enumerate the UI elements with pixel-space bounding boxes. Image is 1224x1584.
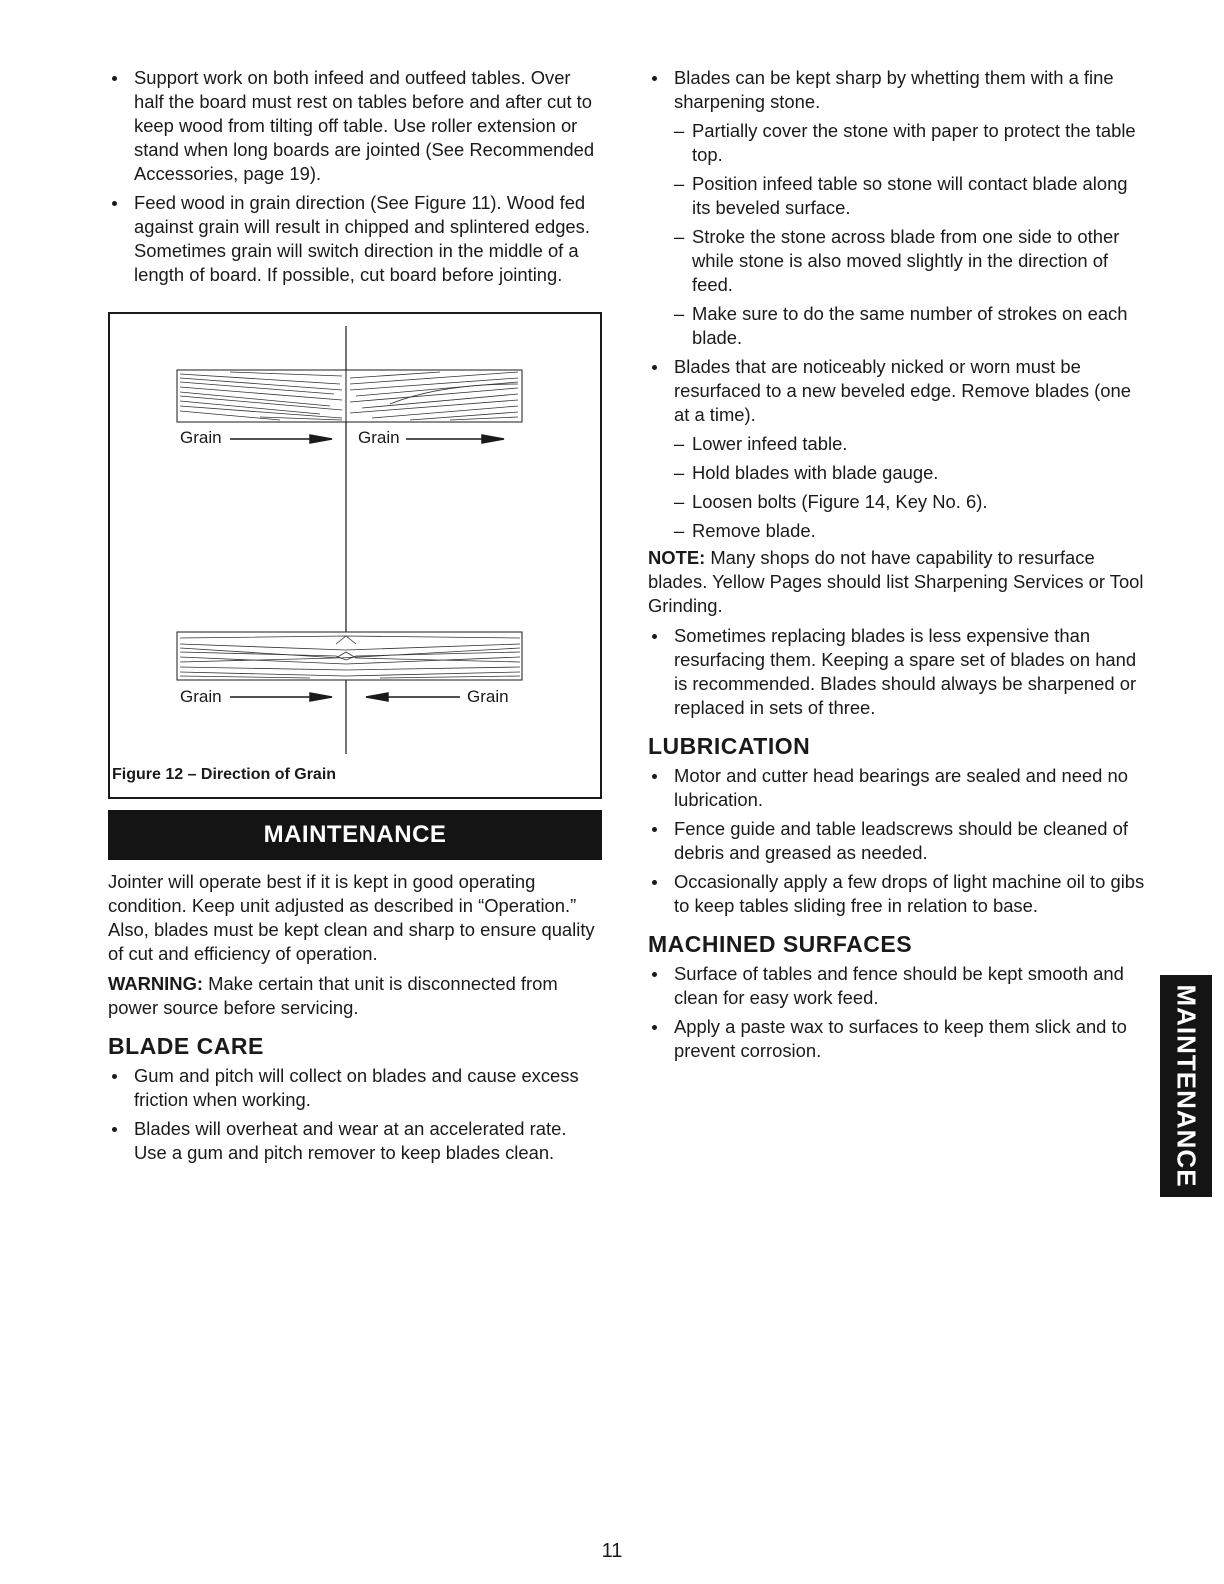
page-number: 11 [601, 1540, 623, 1562]
arrow-right-icon [310, 435, 332, 443]
figure-caption: Figure 12 – Direction of Grain [112, 766, 337, 783]
grain-direction-figure [108, 312, 602, 799]
replace-list [648, 624, 1148, 720]
sharpen-bullet-text: Blades can be kept sharp by whetting them with a fine sharpening stone. [674, 67, 1114, 112]
arrow-right-icon [310, 693, 332, 701]
list-item: Feed wood in grain direction (See Figure 11). Wood fed against grain will result in chipped and splintered edges. Sometimes grain will switch direction in the middle of a length of board. If possible, cut board before jointing. [108, 191, 604, 287]
side-tab-label: MAINTENANCE [1171, 984, 1202, 1188]
list-item: Fence guide and table leadscrews should be cleaned of debris and greased as needed. [648, 817, 1148, 865]
list-item: – Make sure to do the same number of strokes on each blade. [674, 302, 1148, 350]
note-text: Many shops do not have capability to resurface blades. Yellow Pages should list Sharpening Services or Tool Grinding. [648, 547, 1144, 616]
note-paragraph [648, 546, 1148, 618]
list-item: – Partially cover the stone with paper to protect the table top. [674, 119, 1148, 167]
top-left-board [177, 370, 346, 422]
right-column [648, 66, 1148, 1068]
list-item [648, 355, 1148, 543]
machined-surfaces-list [648, 962, 1148, 1063]
blade-care-list [108, 1064, 604, 1165]
lubrication-heading: LUBRICATION [648, 733, 811, 759]
nick-bullet-text: Blades that are noticeably nicked or worn must be resurfaced to a new beveled edge. Remove blades (one at a time). [674, 356, 1131, 425]
maintenance-intro: Jointer will operate best if it is kept in good operating condition. Keep unit adjusted as described in “Operation.” Also, blades must be kept clean and sharp to ensure quality of cut and efficiency of operation. [108, 871, 595, 964]
list-item: Gum and pitch will collect on blades and cause excess friction when working. [108, 1064, 604, 1112]
sharpen-steps [674, 119, 1148, 350]
grain-label-top-left: Grain [180, 428, 222, 447]
list-item: Surface of tables and fence should be kept smooth and clean for easy work feed. [648, 962, 1148, 1010]
list-item: – Hold blades with blade gauge. [674, 461, 1148, 485]
arrow-left-icon [366, 693, 388, 701]
arrow-right-icon [482, 435, 504, 443]
note-label: NOTE: [648, 547, 706, 568]
machined-surfaces-heading: MACHINED SURFACES [648, 931, 913, 957]
list-item: – Loosen bolts (Figure 14, Key No. 6). [674, 490, 1148, 514]
grain-label-top-right: Grain [358, 428, 400, 447]
list-item [648, 66, 1148, 350]
list-item: – Lower infeed table. [674, 432, 1148, 456]
list-item: – Stroke the stone across blade from one side to other while stone is also moved slightly in the direction of feed. [674, 225, 1148, 297]
bottom-grain-arrows [230, 693, 460, 701]
list-item: Sometimes replacing blades is less expensive than resurfacing them. Keeping a spare set of blades on hand is recommended. Blades should always be sharpened or replaced in sets of three. [648, 624, 1148, 720]
grain-label-bottom-right: Grain [467, 687, 509, 706]
list-item: Blades will overheat and wear at an accelerated rate. Use a gum and pitch remover to keep blades clean. [108, 1117, 604, 1165]
list-item: Apply a paste wax to surfaces to keep them slick and to prevent corrosion. [648, 1015, 1148, 1063]
maintenance-section [108, 870, 604, 1170]
maintenance-banner: MAINTENANCE [108, 810, 602, 860]
list-item: Support work on both infeed and outfeed tables. Over half the board must rest on tables before and after cut to keep wood from tilting off table. Use roller extension or stand when long boards are jointed (See Recommended Accessories, page 19). [108, 66, 604, 186]
support-feed-list [108, 66, 604, 287]
warning-text: Make certain that unit is disconnected from power source before servicing. [108, 973, 558, 1018]
grain-diagram [110, 314, 600, 797]
list-item: – Position infeed table so stone will contact blade along its beveled surface. [674, 172, 1148, 220]
section-side-tab [1160, 975, 1212, 1197]
warning-label: WARNING: [108, 973, 204, 994]
warning-paragraph [108, 972, 604, 1020]
blade-care-heading: BLADE CARE [108, 1033, 264, 1059]
list-item: Occasionally apply a few drops of light machine oil to gibs to keep tables sliding free in relation to base. [648, 870, 1148, 918]
nick-steps [674, 432, 1148, 543]
list-item: Motor and cutter head bearings are sealed and need no lubrication. [648, 764, 1148, 812]
left-column [108, 66, 604, 292]
lubrication-list [648, 764, 1148, 918]
blade-sharpening-list [648, 66, 1148, 543]
bottom-board [177, 632, 522, 680]
grain-label-bottom-left: Grain [180, 687, 222, 706]
list-item: – Remove blade. [674, 519, 1148, 543]
top-right-board [346, 370, 522, 422]
